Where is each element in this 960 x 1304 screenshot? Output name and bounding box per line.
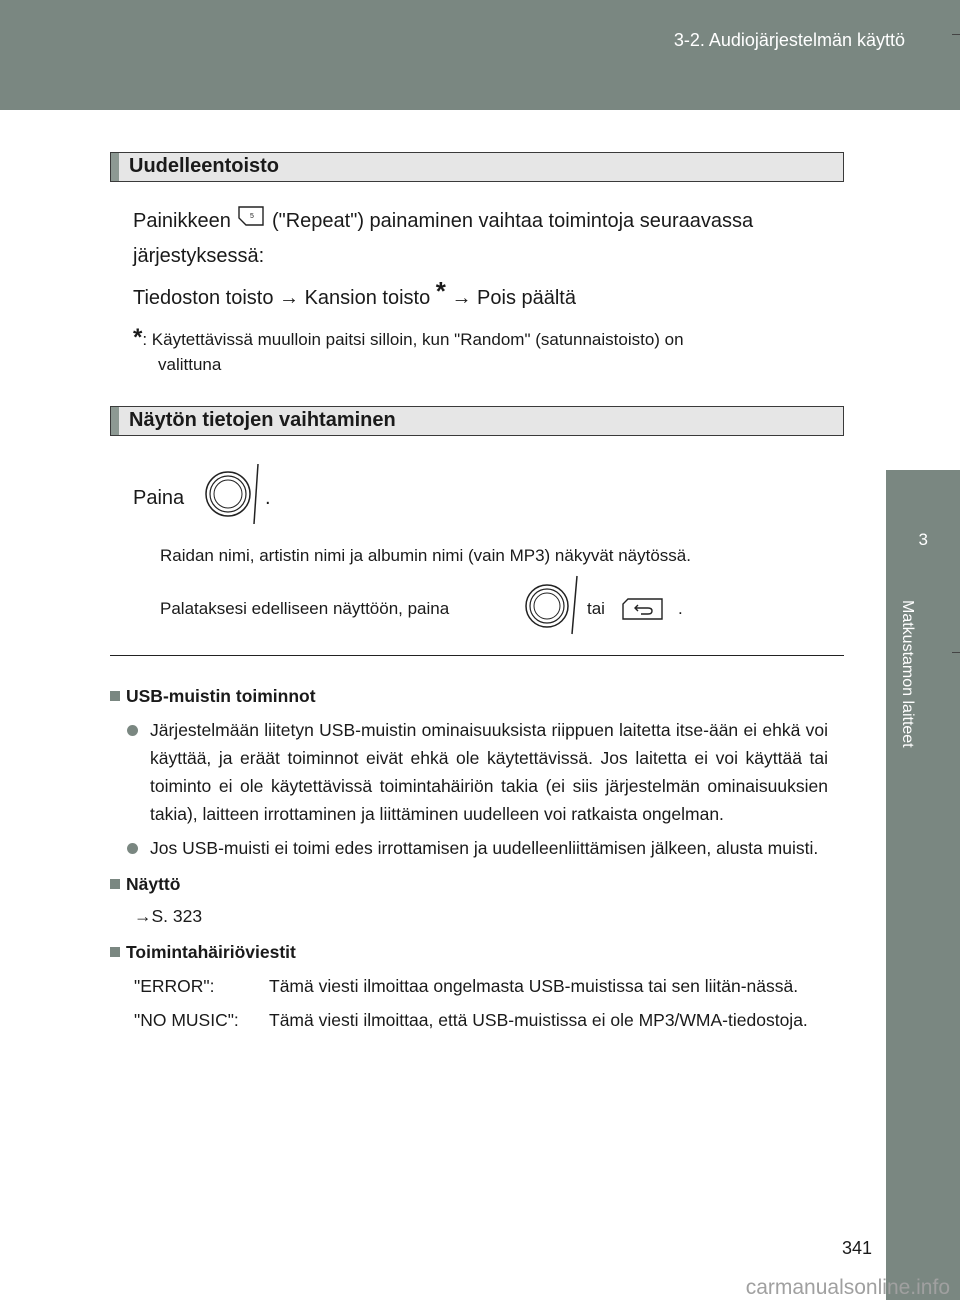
note-heading-text: USB-muistin toiminnot bbox=[126, 686, 316, 706]
section-title: Uudelleentoisto bbox=[129, 155, 280, 177]
arrow-icon: → bbox=[279, 287, 300, 309]
knob-icon bbox=[200, 462, 270, 531]
footnote-mark: * bbox=[133, 324, 143, 351]
square-bullet-icon bbox=[110, 879, 120, 889]
edge-tick bbox=[952, 652, 960, 653]
press-period: . bbox=[265, 487, 271, 509]
note-heading-text: Näyttö bbox=[126, 874, 181, 894]
repeat-text-line2: järjestyksessä: bbox=[133, 245, 265, 267]
seq-file-repeat: Tiedoston toisto bbox=[133, 287, 274, 309]
section-heading-repeat bbox=[110, 152, 844, 182]
display-info: Raidan nimi, artistin nimi ja albumin nimi (vain MP3) näkyvät näytössä. bbox=[160, 546, 691, 565]
back-or: tai bbox=[587, 599, 605, 618]
note-bullet bbox=[110, 834, 828, 862]
svg-text:5: 5 bbox=[250, 213, 255, 221]
back-button-icon bbox=[620, 596, 668, 627]
edge-tick bbox=[952, 34, 960, 35]
footnote-continuation: valittuna bbox=[158, 355, 222, 374]
knob-icon bbox=[523, 574, 583, 641]
notes bbox=[110, 678, 828, 1034]
arrow-icon: → bbox=[451, 287, 472, 309]
nomusic-key: "NO MUSIC": bbox=[134, 1010, 239, 1030]
note-heading-text: Toimintahäiriöviestit bbox=[126, 942, 296, 962]
side-tab bbox=[886, 470, 960, 1300]
press-label: Paina bbox=[133, 487, 185, 509]
note-heading-usb bbox=[110, 682, 828, 710]
page-header bbox=[0, 0, 960, 110]
error-key: "ERROR": bbox=[134, 976, 215, 996]
error-message-row bbox=[110, 972, 828, 1000]
repeat-sequence bbox=[133, 274, 576, 315]
nomusic-description: Tämä viesti ilmoittaa, että USB-muistissa ei ole MP3/WMA-tiedostoja. bbox=[269, 1010, 808, 1030]
header-section-title: 3-2. Audiojärjestelmän käyttö bbox=[673, 30, 905, 50]
nomusic-message-row bbox=[110, 1006, 828, 1034]
side-tab-label: Matkustamon laitteet bbox=[899, 600, 916, 748]
side-tab-number: 3 bbox=[918, 530, 928, 549]
back-period: . bbox=[678, 599, 683, 618]
footer-watermark: carmanualsonline.info bbox=[745, 1276, 950, 1299]
repeat-button-icon bbox=[236, 204, 266, 239]
section-heading-display bbox=[110, 406, 844, 436]
footnote bbox=[133, 324, 838, 353]
note-bullet bbox=[110, 716, 828, 828]
section-title: Näytön tietojen vaihtaminen bbox=[129, 409, 396, 431]
seq-folder-repeat: Kansion toisto bbox=[304, 287, 431, 309]
page-number: 341 bbox=[841, 1238, 872, 1258]
dot-bullet-icon bbox=[127, 725, 138, 736]
repeat-text-post: ("Repeat") painaminen vaihtaa toimintoja seuraavassa bbox=[271, 210, 754, 232]
footnote-text: : Käytettävissä muulloin paitsi silloin, kun "Random" (satunnaistoisto) on bbox=[142, 330, 684, 349]
repeat-text-line1 bbox=[133, 204, 843, 239]
error-description: Tämä viesti ilmoittaa ongelmasta USB-muistissa tai sen liitän-nässä. bbox=[269, 976, 799, 996]
note-bullet-text: Jos USB-muisti ei toimi edes irrottamisen ja uudelleenliittämisen jälkeen, alusta muisti. bbox=[150, 838, 819, 858]
seq-off: Pois päältä bbox=[477, 287, 576, 309]
note-heading-display bbox=[110, 870, 828, 898]
square-bullet-icon bbox=[110, 691, 120, 701]
note-bullet-text: Järjestelmään liitetyn USB-muistin ominaisuuksista riippuen laitetta itse-ään ei ehkä voi käyttää, ja eräät toiminnot eivät ehkä ole käytettävissä. Jos laitetta ei voi käyttää tai toiminto ei ole käytettävissä toimintahäiriön takia (ei siis järjestelmän ominaisuuksien takia), laitteen irrottaminen ja liittäminen uudelleen voi ratkaista ongelman. bbox=[150, 720, 828, 824]
repeat-text-pre: Painikkeen bbox=[133, 210, 231, 232]
note-heading-errors bbox=[110, 938, 828, 966]
divider bbox=[110, 655, 844, 656]
heading-strip bbox=[111, 153, 119, 181]
back-instruction: Palataksesi edelliseen näyttöön, paina bbox=[160, 599, 450, 618]
square-bullet-icon bbox=[110, 947, 120, 957]
asterisk: * bbox=[435, 276, 446, 306]
display-reference: →S. 323 bbox=[134, 906, 203, 926]
dot-bullet-icon bbox=[127, 843, 138, 854]
heading-strip bbox=[111, 407, 119, 435]
